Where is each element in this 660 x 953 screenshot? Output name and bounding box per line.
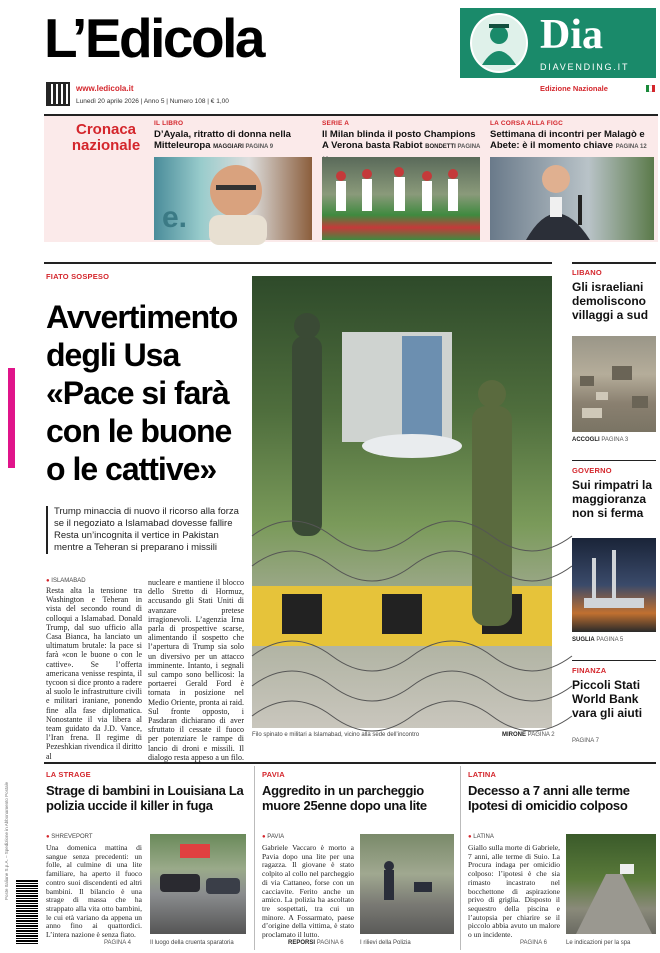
sidebar-rule: [572, 262, 656, 264]
location-pin-icon: ●: [262, 834, 266, 840]
teaser-item[interactable]: [154, 120, 314, 153]
legal-note: Poste Italiane S.p.A. – Spedizione in Abbonamento Postale: [4, 781, 9, 900]
sidebar-item[interactable]: [572, 268, 658, 322]
sidebar-credit: ACCOGLI PAGINA 3: [572, 437, 629, 443]
teaser-item[interactable]: [490, 120, 654, 153]
lead-headline[interactable]: Avvertimento degli Usa «Pace si farà con le buone o le cattive»: [46, 299, 238, 487]
teaser-tag: SERIE A: [322, 120, 350, 127]
lead-photo-credit: MIRONE PAGINA 2: [502, 732, 555, 738]
bottom-photo-caption: Il luogo della cruenta sparatoria: [150, 940, 234, 946]
lead-body-col1: Resta alta la tensione tra Washington e Teheran in vista del secondo round di colloqui a Islamabad. Donald Trump, dal suo ufficio alla Casa Bianca, ha lanciato un ultimatum brutale: la pace si farà «con le buone o con le cattive». Se l’offerta americana venisse respinta, il tycoon si dice pronto a radere al suolo le infrastrutture civili e militari iraniane, ponendo fine alla fase diplomatica. Nonostante il via libera al team guidato da J.D. Vance, l’Iran frena. Il regime di Pezeshkian rivendica il diritto al: [46, 586, 142, 761]
sidebar-tag: FINANZA: [572, 666, 607, 675]
bottom-tag: LATINA: [468, 770, 497, 779]
lead-photo: [252, 276, 552, 728]
lead-summary: Trump minaccia di nuovo il ricorso alla forza se il negoziato a Islamabad dovesse fallire Resta un’incognita il vertice in Pakistan mentre a Teheran si preparano i missili: [46, 506, 248, 554]
bottom-divider: [460, 766, 461, 950]
sidebar-photo-ship: [572, 538, 656, 632]
sidebar-headline: Sui rimpatri la maggioranza non si ferma: [572, 478, 653, 520]
bottom-tag: PAVIA: [262, 770, 285, 779]
lead-kicker: FIATO SOSPESO: [46, 272, 110, 281]
lead-photo-caption: Filo spinato e militari a Islamabad, vicino alla sede dell’incontro: [252, 732, 420, 738]
lead-dateline: ● ISLAMABAD: [46, 578, 86, 584]
teaser-photo-football: [322, 157, 480, 240]
location-pin-icon: ●: [468, 834, 472, 840]
bottom-photo-caption: Le indicazioni per la spa: [566, 940, 631, 946]
bottom-credit: REPORSI PAGINA 6: [288, 940, 344, 946]
bottom-body: Gabriele Vaccaro è morto a Pavia dopo una lite per una ragazza. Il giovane è stato colpito al collo nel parcheggio di via Cattaneo, forse con un cacciavite. Ferito anche un amico. La polizia ha ascoltato tre sospettati, tra cui un minore. A Fossarmato, paese d’origine della vittima, è stato proclamato il lutto.: [262, 843, 354, 940]
accent-bar: [8, 368, 15, 468]
bottom-photo-road: [566, 834, 656, 934]
sidebar-credit: SUGLIA PAGINA 5: [572, 637, 624, 643]
teaser-section-title: Cronaca nazionale: [71, 121, 141, 154]
lead-body-col2: nucleare e mantiene il blocco dello Stretto di Hormuz, accusando gli Stati Uniti di avanzare pretese irragionevoli. L’agenzia Irna parla di prospettive scarse, alimentando il sospetto che l’apertura di Trump sia solo un diversivo per un attacco imminente. Intanto, i segnali sul campo sono bellicosi: la portaerei Gerald Ford è tornata in posizione nel Medio Oriente, pronta ai raid. Sul fronte opposto, i Pasdaran dichiarano di aver sfruttato il cessate il fuoco per potenziare le rampe di lancio di droni e missili. Il dialogo resta appeso a un filo.: [148, 578, 244, 762]
qr-code-icon: [46, 82, 70, 106]
sponsor-logo-icon: [470, 13, 528, 73]
bottom-photo-caption: I rilievi della Polizia: [360, 940, 411, 946]
bottom-credit: PAGINA 4: [104, 940, 131, 946]
bottom-headline: Decesso a 7 anni alle terme Ipotesi di omicidio colposo: [468, 783, 630, 813]
masthead-title: L’Edicola: [44, 7, 263, 69]
teaser-headline: Settimana di incontri per Malagò e Abete: è il momento chiave PAGINA 12: [490, 129, 647, 151]
teaser-headline: Il Milan blinda il posto Champions A Verona basta Rabiot BONDETTI PAGINA: [322, 129, 481, 151]
bottom-rule: [44, 762, 656, 764]
teaser-headline: D’Ayala, ritratto di donna nella Mitteleuropa MAGGIARI PAGINA 9: [154, 129, 291, 151]
teaser-photo-portrait: [154, 157, 312, 240]
sponsor-url[interactable]: DIAVENDING.IT: [540, 62, 630, 72]
bottom-divider: [254, 766, 255, 950]
location-pin-icon: ●: [46, 578, 50, 584]
bottom-body: Giallo sulla morte di Gabriele, 7 anni, alle terme di Suio. La Procura indaga per omicidio colposo: l’ipotesi è che sia rimasto incastrato nel bocchettone di aspirazione privo di griglia. Disposto il sequestro della piscina e l’autopsia per chiarire se il piccolo abbia avuto un malore o un incidente.: [468, 843, 560, 940]
lead-rule: [44, 262, 552, 264]
bottom-article[interactable]: [46, 770, 246, 813]
bottom-dateline: ● PAVIA: [262, 834, 285, 840]
sponsor-box[interactable]: [460, 8, 656, 78]
sidebar-rule: [572, 660, 656, 661]
sidebar-headline: Piccoli Stati World Bank vara gli aiuti: [572, 678, 643, 720]
sponsor-name: Dia: [540, 12, 603, 58]
bottom-article[interactable]: [468, 770, 658, 813]
sidebar-tag: GOVERNO: [572, 466, 612, 475]
sidebar-item[interactable]: [572, 666, 658, 720]
bottom-photo-scene: [150, 834, 246, 934]
teaser-tag: LA CORSA ALLA FIGC: [490, 120, 564, 127]
edition-label: Edizione Nazionale: [540, 84, 608, 93]
bottom-headline: Strage di bambini in Louisiana La polizia uccide il killer in fuga: [46, 783, 244, 813]
website-link[interactable]: www.ledicola.it: [76, 84, 134, 93]
teaser-tag: IL LIBRO: [154, 120, 184, 127]
svg-text:e.: e.: [162, 201, 188, 234]
bottom-headline: Aggredito in un parcheggio muore 25enne dopo una lite: [262, 783, 427, 813]
sidebar-photo-rubble: [572, 336, 656, 432]
bottom-dateline: ● LATINA: [468, 834, 494, 840]
bottom-tag: LA STRAGE: [46, 770, 91, 779]
teaser-photo-speaker: [490, 157, 654, 240]
date-line: Lunedì 20 aprile 2026 | Anno 5 | Numero 108 | € 1,00: [76, 98, 229, 105]
barcode-icon: [16, 880, 38, 944]
sidebar-tag: LIBANO: [572, 268, 602, 277]
bottom-article[interactable]: [262, 770, 457, 813]
bottom-body: Una domenica mattina di sangue senza precedenti: un folle, al culmine di una lite familiare, ha aperto il fuoco contro suoi discendenti ed altri bambini. Il bilancio è una strage di massa che ha strappato alla vita otto bambini, le cui età variano da appena un anno fino ai quattordici. L’intera nazione è senza fiato.: [46, 843, 142, 940]
italy-flag-icon: [646, 85, 655, 92]
sidebar-rule: [572, 460, 656, 461]
location-pin-icon: ●: [46, 834, 50, 840]
bottom-credit: PAGINA 6: [520, 940, 547, 946]
sidebar-credit: PAGINA 7: [572, 738, 599, 744]
bottom-photo-police: [360, 834, 454, 934]
sidebar-item[interactable]: [572, 466, 658, 520]
sidebar-headline: Gli israeliani demoliscono villaggi a sud: [572, 280, 649, 322]
bottom-dateline: ● SHREVEPORT: [46, 834, 93, 840]
